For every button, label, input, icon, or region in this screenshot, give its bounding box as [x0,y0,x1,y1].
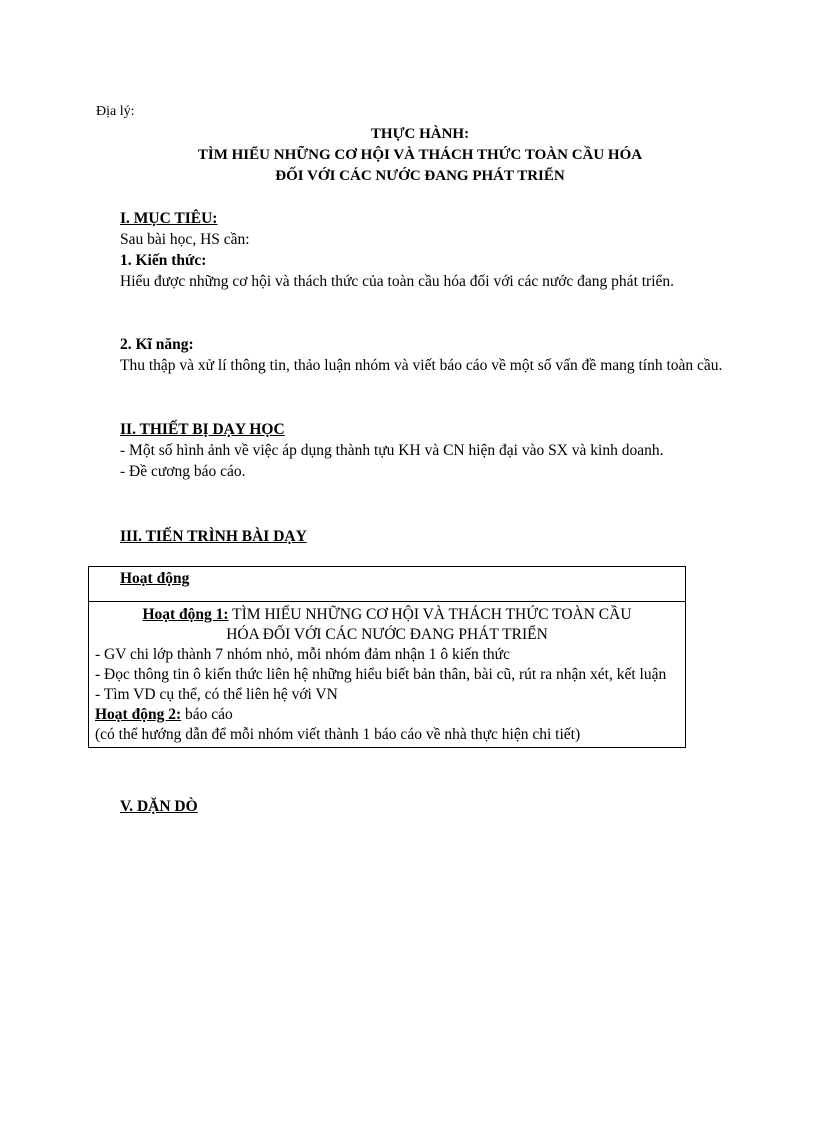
activity1-title-b: HÓA ĐỐI VỚI CÁC NƯỚC ĐANG PHÁT TRIỂN [226,626,548,643]
activity2-label: Hoạt động 2: [95,706,182,723]
document-title [96,124,744,187]
activity2-line [95,705,679,725]
title-line-3: ĐỐI VỚI CÁC NƯỚC ĐANG PHÁT TRIỂN [275,168,565,184]
knowledge-text: Hiểu được những cơ hội và thách thức của toàn cầu hóa đối với các nước đang phát triển. [120,273,675,290]
skills-text: Thu thập và xử lí thông tin, thảo luận nhóm và viết báo cáo về một số vấn đề mang tính toàn cầu. [120,357,723,374]
table-header-row [89,567,686,602]
objectives-heading: I. MỤC TIÊU: [120,210,218,227]
table-header-label: Hoạt động [120,570,190,587]
section-homework [96,796,736,817]
objectives-intro: Sau bài học, HS cần: [120,231,250,248]
activity2-note: (có thể hướng dẫn để mỗi nhóm viết thành 1 báo cáo về nhà thực hiện chi tiết) [95,726,581,743]
homework-heading: V. DẶN DÒ [120,798,198,815]
section-procedure [96,526,736,547]
section-skills [96,334,736,376]
activity1-line-2: - Đọc thông tin ô kiến thức liên hệ những hiểu biết bản thân, bài cũ, rút ra nhận xét, kết luận [95,666,667,683]
table-body-row [89,602,686,748]
section-objectives [96,208,736,292]
subject-label: Địa lý: [96,104,135,119]
activity1-title [95,605,679,625]
knowledge-heading: 1. Kiến thức: [120,252,207,269]
activity1-line-1: - GV chi lớp thành 7 nhóm nhỏ, mỗi nhóm đảm nhận 1 ô kiến thức [95,646,510,663]
equipment-heading: II. THIẾT BỊ DẠY HỌC [120,421,285,438]
skills-heading: 2. Kĩ năng: [120,336,194,353]
table-body-cell [89,602,686,748]
title-line-2: TÌM HIỂU NHỮNG CƠ HỘI VÀ THÁCH THỨC TOÀN CẦU HÓA [197,147,643,163]
section-equipment [96,419,736,482]
title-line-1: THỰC HÀNH: [370,126,470,142]
activity1-title-a: TÌM HIỂU NHỮNG CƠ HỘI VÀ THÁCH THỨC TOÀN CẦU [228,606,632,623]
equipment-item-1: - Một số hình ảnh về việc áp dụng thành tựu KH và CN hiện đại vào SX và kinh doanh. [120,442,664,459]
table-header-cell [89,567,686,602]
activity-table [88,566,686,748]
equipment-item-2: - Đề cương báo cáo. [120,463,246,480]
activity1-line-3: - Tìm VD cụ thể, có thể liên hệ với VN [95,686,338,703]
activity1-label: Hoạt động 1: [142,606,229,623]
activity2-text: báo cáo [181,706,233,723]
procedure-heading: III. TIẾN TRÌNH BÀI DẠY [120,528,307,545]
